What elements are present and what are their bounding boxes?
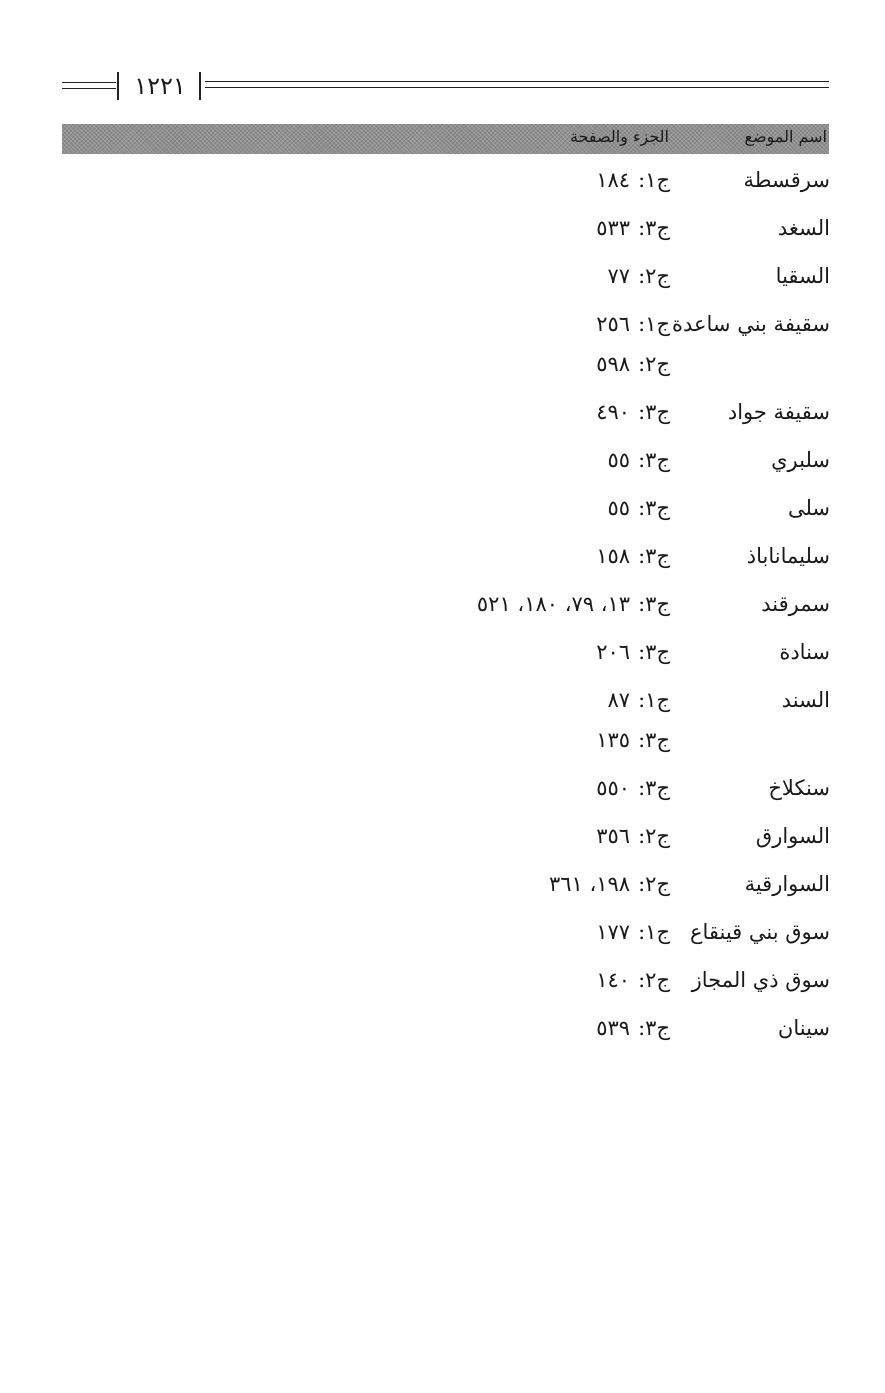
- volume-label: ج٣:: [638, 448, 670, 472]
- volume-label: ج٢:: [638, 352, 670, 376]
- reference-list: [0, 208, 670, 248]
- index-entry: [0, 208, 885, 256]
- reference-line: [0, 864, 670, 904]
- index-entry: [0, 304, 885, 392]
- reference-list: [0, 256, 670, 296]
- reference-list: [0, 680, 670, 760]
- place-name: سنادة: [779, 640, 830, 664]
- reference-line: [0, 392, 670, 432]
- page-numbers: ١٨٤: [596, 168, 631, 192]
- reference-line: [0, 256, 670, 296]
- page-numbers: ٧٧: [607, 264, 631, 288]
- volume-label: ج٣:: [638, 216, 670, 240]
- index-entry: [0, 160, 885, 208]
- page-numbers: ٥٥٠: [596, 776, 631, 800]
- reference-list: [0, 864, 670, 904]
- place-name: سلبري: [771, 448, 830, 472]
- reference-list: [0, 960, 670, 1000]
- index-entry: [0, 816, 885, 864]
- reference-line: [0, 440, 670, 480]
- page-numbers: ٥٣٩: [596, 1016, 631, 1040]
- reference-line: [0, 208, 670, 248]
- reference-line: [0, 304, 670, 344]
- header-rule-right: [205, 81, 829, 88]
- index-entry: [0, 1008, 885, 1056]
- volume-label: ج٢:: [638, 968, 670, 992]
- page-numbers: ١٧٧: [596, 920, 631, 944]
- volume-label: ج١:: [638, 688, 670, 712]
- place-name: السقيا: [775, 264, 830, 288]
- reference-list: [0, 768, 670, 808]
- page-numbers: ٨٧: [607, 688, 631, 712]
- reference-list: [0, 392, 670, 432]
- place-name: السوارقية: [744, 872, 830, 896]
- index-entry: [0, 632, 885, 680]
- volume-label: ج٣:: [638, 496, 670, 520]
- volume-label: ج٣:: [638, 400, 670, 424]
- reference-line: [0, 1008, 670, 1048]
- volume-label: ج١:: [638, 312, 670, 336]
- column-header-place: اسم الموضع: [744, 127, 827, 146]
- index-entry: [0, 440, 885, 488]
- page-numbers: ٤٩٠: [596, 400, 631, 424]
- reference-line: [0, 536, 670, 576]
- reference-list: [0, 440, 670, 480]
- reference-line: [0, 720, 670, 760]
- place-name: سنكلاخ: [768, 776, 830, 800]
- index-entry: [0, 392, 885, 440]
- page-numbers: ٢٥٦: [596, 312, 631, 336]
- volume-label: ج٢:: [638, 824, 670, 848]
- page-numbers: ٢٠٦: [596, 640, 631, 664]
- page-numbers: ١٤٠: [596, 968, 631, 992]
- page-number: ١٢٢١: [134, 72, 186, 100]
- page-numbers: ٥٣٣: [596, 216, 631, 240]
- page-numbers: ١٣٥: [596, 728, 631, 752]
- place-name: سقيفة بني ساعدة: [671, 312, 830, 336]
- volume-label: ج٣:: [638, 728, 670, 752]
- page-numbers: ٥٥: [607, 448, 631, 472]
- volume-label: ج١:: [638, 168, 670, 192]
- place-name: السغد: [777, 216, 830, 240]
- index-entry: [0, 864, 885, 912]
- reference-list: [0, 536, 670, 576]
- page-numbers: ٥٥: [607, 496, 631, 520]
- volume-label: ج٢:: [638, 264, 670, 288]
- place-name: السند: [781, 688, 830, 712]
- reference-list: [0, 160, 670, 200]
- index-entry: [0, 768, 885, 816]
- place-name: سلى: [787, 496, 830, 520]
- index-entry: [0, 256, 885, 304]
- reference-line: [0, 768, 670, 808]
- header-bar-right: [199, 72, 201, 100]
- reference-list: [0, 632, 670, 672]
- place-name: سمرقند: [761, 592, 830, 616]
- index-entry: [0, 584, 885, 632]
- place-name: السوارق: [755, 824, 830, 848]
- reference-list: [0, 304, 670, 384]
- index-entry: [0, 960, 885, 1008]
- page-numbers: ٣٥٦: [596, 824, 631, 848]
- volume-label: ج٣:: [638, 776, 670, 800]
- volume-label: ج١:: [638, 920, 670, 944]
- header-bar-left: [117, 72, 119, 100]
- reference-line: [0, 680, 670, 720]
- place-name: سوق بني قينقاع: [689, 920, 830, 944]
- volume-label: ج٣:: [638, 640, 670, 664]
- place-name: سينان: [777, 1016, 830, 1040]
- reference-list: [0, 816, 670, 856]
- reference-line: [0, 584, 670, 624]
- reference-line: [0, 960, 670, 1000]
- page-numbers: ١٩٨، ٣٦١: [548, 872, 631, 896]
- reference-line: [0, 632, 670, 672]
- place-name: سوق ذي المجاز: [691, 968, 830, 992]
- reference-list: [0, 488, 670, 528]
- reference-line: [0, 344, 670, 384]
- index-entry: [0, 536, 885, 584]
- index-entry: [0, 488, 885, 536]
- table-header: [62, 124, 829, 154]
- volume-label: ج٣:: [638, 1016, 670, 1040]
- reference-line: [0, 912, 670, 952]
- place-name: سقيفة جواد: [727, 400, 830, 424]
- page-numbers: ١٣، ٧٩، ١٨٠، ٥٢١: [476, 592, 631, 616]
- reference-list: [0, 1008, 670, 1048]
- page-numbers: ٥٩٨: [596, 352, 631, 376]
- reference-line: [0, 160, 670, 200]
- reference-line: [0, 488, 670, 528]
- place-name: سرقسطة: [743, 168, 830, 192]
- volume-label: ج٣:: [638, 544, 670, 568]
- index-entries: [0, 160, 885, 1056]
- header-rule-left: [62, 82, 116, 89]
- volume-label: ج٢:: [638, 872, 670, 896]
- index-entry: [0, 912, 885, 960]
- volume-label: ج٣:: [638, 592, 670, 616]
- page-numbers: ١٥٨: [596, 544, 631, 568]
- reference-list: [0, 584, 670, 624]
- reference-list: [0, 912, 670, 952]
- place-name: سليماناباذ: [746, 544, 830, 568]
- reference-line: [0, 816, 670, 856]
- index-entry: [0, 680, 885, 768]
- column-header-volume-page: الجزء والصفحة: [569, 127, 669, 146]
